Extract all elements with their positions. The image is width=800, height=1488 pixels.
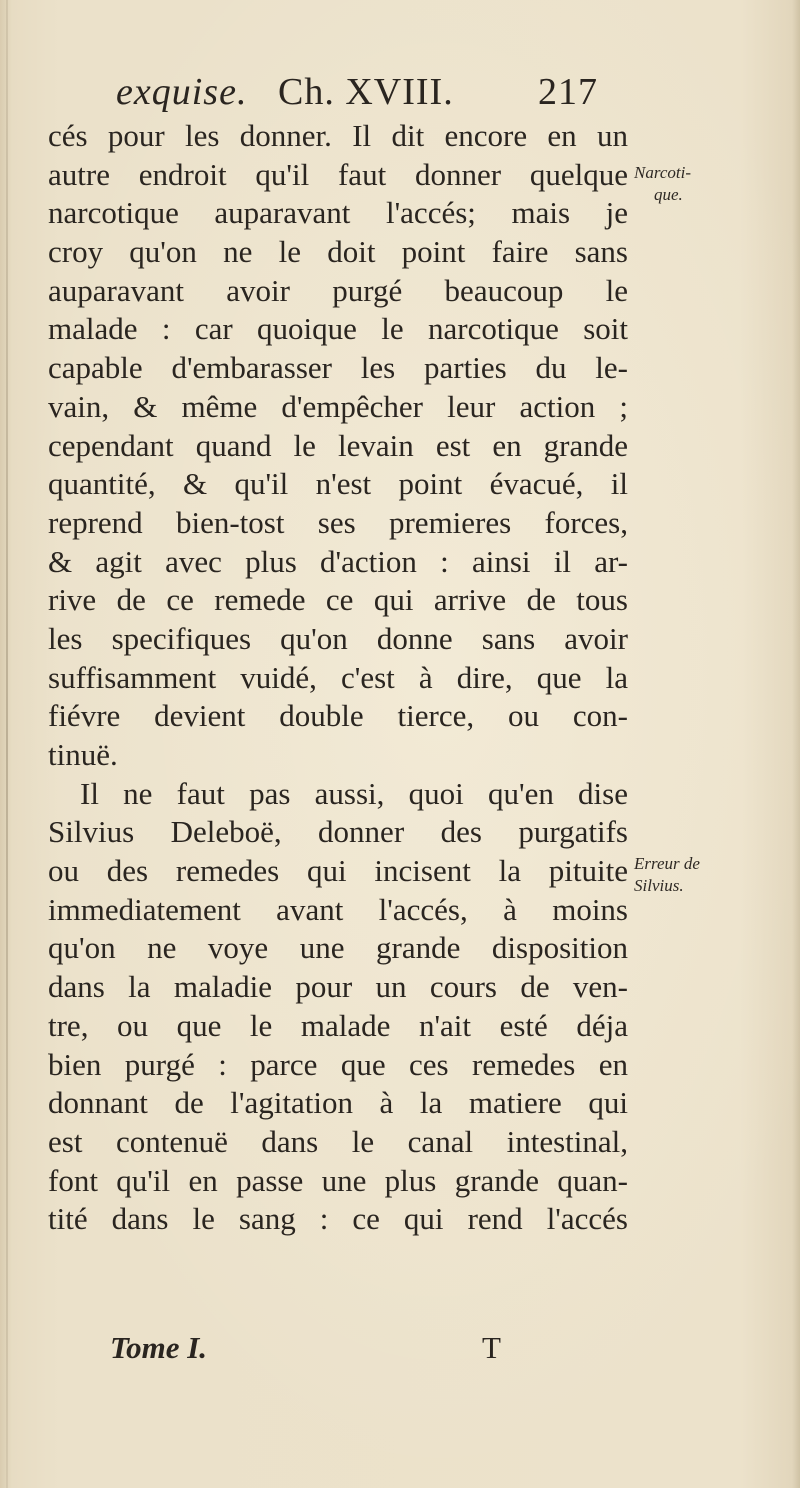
paragraph-start-line: Il ne faut pas aussi, quoi qu'en dise: [80, 775, 628, 811]
text-line: tre, ou que le malade n'ait esté déja: [48, 1007, 628, 1043]
text-line: est contenuë dans le canal intestinal,: [48, 1123, 628, 1159]
text-line: autre endroit qu'il faut donner quelque: [48, 156, 628, 192]
text-line: rive de ce remede ce qui arrive de tous: [48, 582, 628, 618]
running-header: [116, 70, 636, 120]
text-line: donnant de l'agitation à la matiere qui: [48, 1085, 628, 1121]
page-gutter: [6, 0, 8, 1488]
signature-mark: T: [482, 1330, 501, 1365]
text-line: quantité, & qu'il n'est point évacué, il: [48, 466, 628, 502]
volume-label: Tome I.: [110, 1330, 208, 1365]
text-line: Silvius Deleboë, donner des purgatifs: [48, 814, 628, 850]
margin-note-line: Erreur de: [634, 854, 700, 873]
text-line: croy qu'on ne le doit point faire sans: [48, 234, 628, 270]
text-line: qu'on ne voye une grande disposition: [48, 930, 628, 966]
margin-note-erreur: [634, 853, 700, 897]
text-line: cés pour les donner. Il dit encore en un: [48, 118, 628, 153]
text-line: vain, & même d'empêcher leur action ;: [48, 388, 628, 424]
text-line: dans la maladie pour un cours de ven-: [48, 969, 628, 1005]
text-line: reprend bien-tost ses premieres forces,: [48, 504, 628, 540]
chapter-label: Ch. XVIII.: [278, 71, 454, 113]
margin-note-narcotique: [634, 162, 691, 206]
text-line: auparavant avoir purgé beaucoup le: [48, 272, 628, 308]
text-line: suffisamment vuidé, c'est à dire, que la: [48, 659, 628, 695]
text-line: les specifiques qu'on donne sans avoir: [48, 620, 628, 656]
text-line: narcotique auparavant l'accés; mais je: [48, 195, 628, 231]
page-footer: [110, 1330, 510, 1370]
text-line: fiévre devient double tierce, ou con-: [48, 698, 628, 734]
text-line: immediatement avant l'accés, à moins: [48, 891, 628, 927]
text-line: tité dans le sang : ce qui rend l'accés: [48, 1201, 628, 1237]
margin-note-line: que.: [654, 185, 683, 204]
text-line: font qu'il en passe une plus grande quan-: [48, 1162, 628, 1198]
text-line: bien purgé : parce que ces remedes en: [48, 1046, 628, 1082]
text-line: ou des remedes qui incisent la pituite: [48, 853, 628, 889]
text-line: cependant quand le levain est en grande: [48, 427, 628, 463]
text-line: tinuë.: [48, 737, 118, 772]
text-line: capable d'embarasser les parties du le-: [48, 350, 628, 386]
page-number: 217: [538, 71, 598, 113]
body-text: [48, 117, 628, 1239]
running-title: exquise.: [116, 71, 248, 113]
margin-note-line: Narcoti-: [634, 163, 691, 182]
margin-note-line: Silvius.: [634, 876, 684, 895]
text-line: malade : car quoique le narcotique soit: [48, 311, 628, 347]
text-line: & agit avec plus d'action : ainsi il ar-: [48, 543, 628, 579]
